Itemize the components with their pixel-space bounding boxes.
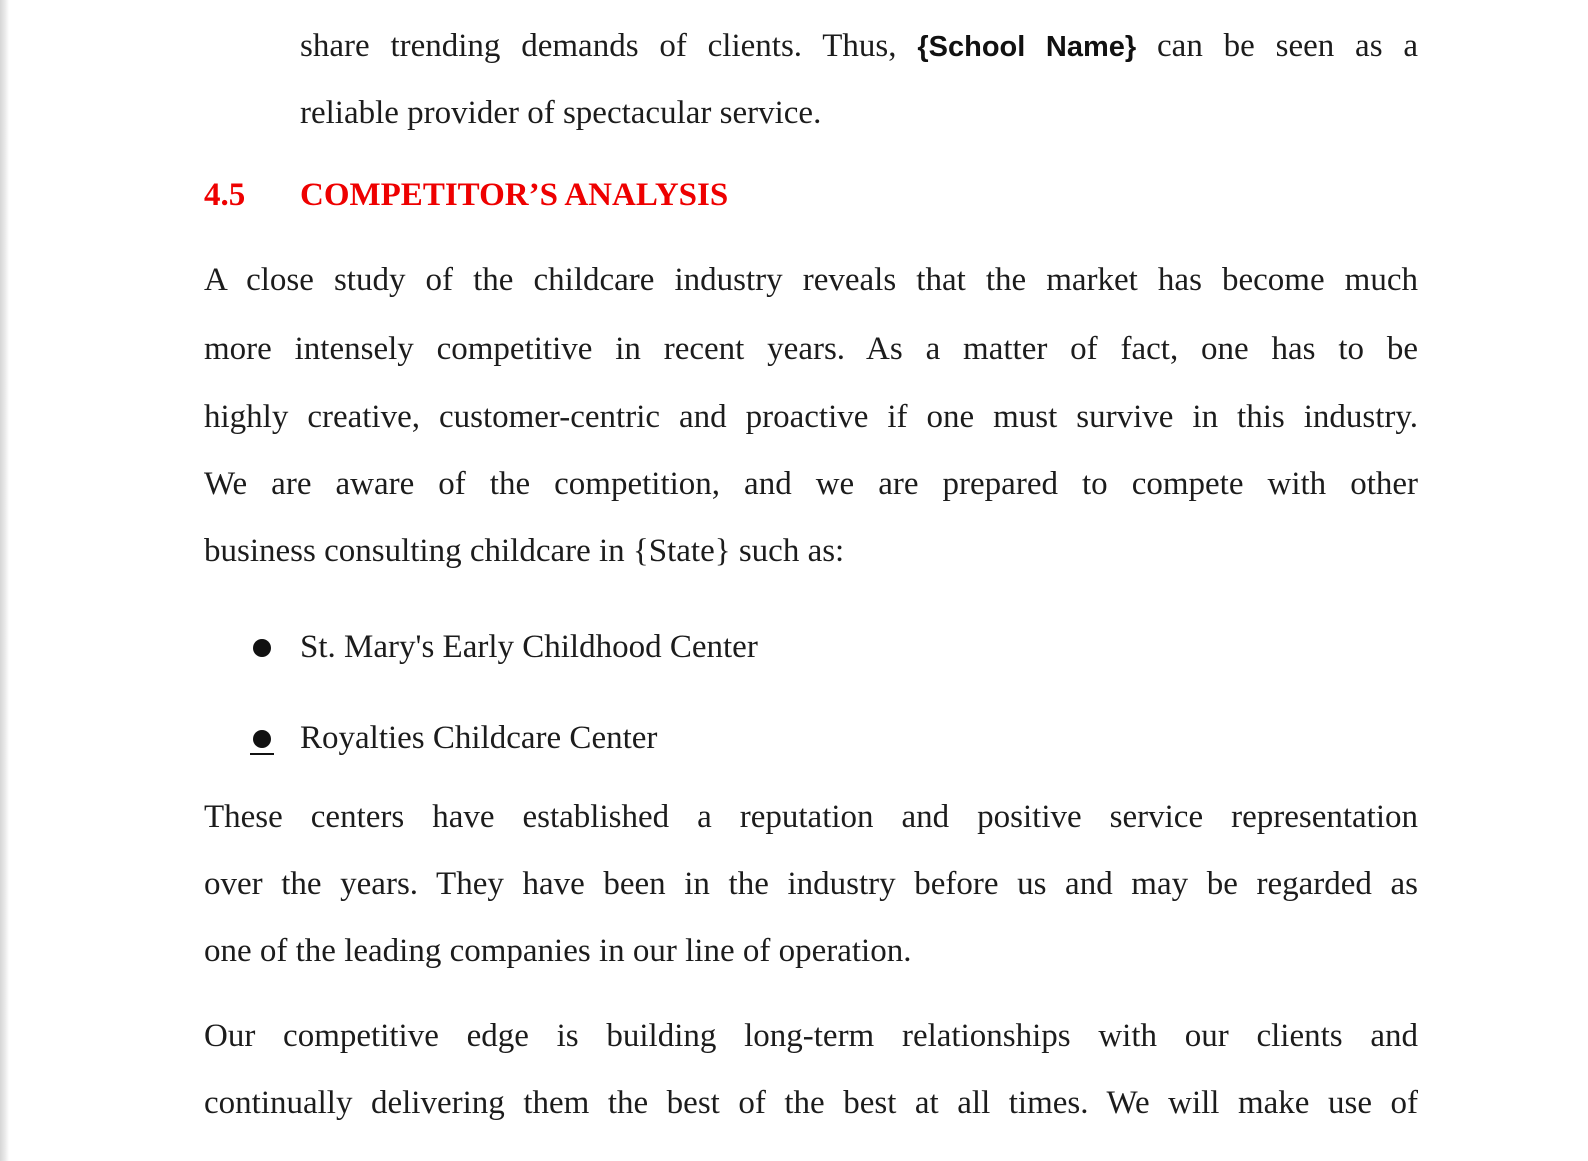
paragraph-3-line-2: continually delivering them the best of the best at all times. We will make use of: [204, 1085, 1418, 1121]
paragraph-1-line-2: more intensely competitive in recent years. As a matter of fact, one has to be: [204, 331, 1418, 367]
paragraph-3-line-1: Our competitive edge is building long-term relationships with our clients and: [204, 1018, 1418, 1054]
paragraph-1-line-3: highly creative, customer-centric and proactive if one must survive in this industry.: [204, 399, 1418, 435]
intro-line-2: reliable provider of spectacular service.: [300, 95, 822, 131]
intro-line-1: [300, 26, 1418, 67]
competitor-name: St. Mary's Early Childhood Center: [300, 629, 758, 665]
paragraph-1-line-5: business consulting childcare in {State} such as:: [204, 533, 845, 569]
paragraph-1-line-4: We are aware of the competition, and we are prepared to compete with other: [204, 466, 1418, 502]
section-number: 4.5: [204, 177, 246, 213]
bullet-icon: [253, 730, 271, 748]
paragraph-2-line-2: over the years. They have been in the industry before us and may be regarded as: [204, 866, 1418, 902]
paragraph-2-line-3: one of the leading companies in our line of operation.: [204, 933, 912, 969]
school-name-placeholder: {School Name}: [917, 31, 1137, 63]
intro-line-1-start: share trending demands of clients. Thus,: [300, 28, 897, 64]
competitor-name: Royalties Childcare Center: [300, 720, 658, 756]
section-title: COMPETITOR’S ANALYSIS: [300, 177, 729, 213]
bullet-underline: [250, 753, 274, 755]
paragraph-1-line-1: A close study of the childcare industry reveals that the market has become much: [204, 262, 1418, 298]
intro-line-1-end: can be seen as a: [1157, 28, 1419, 64]
bullet-icon: [253, 639, 271, 657]
paragraph-2-line-1: These centers have established a reputation and positive service representation: [204, 799, 1418, 835]
